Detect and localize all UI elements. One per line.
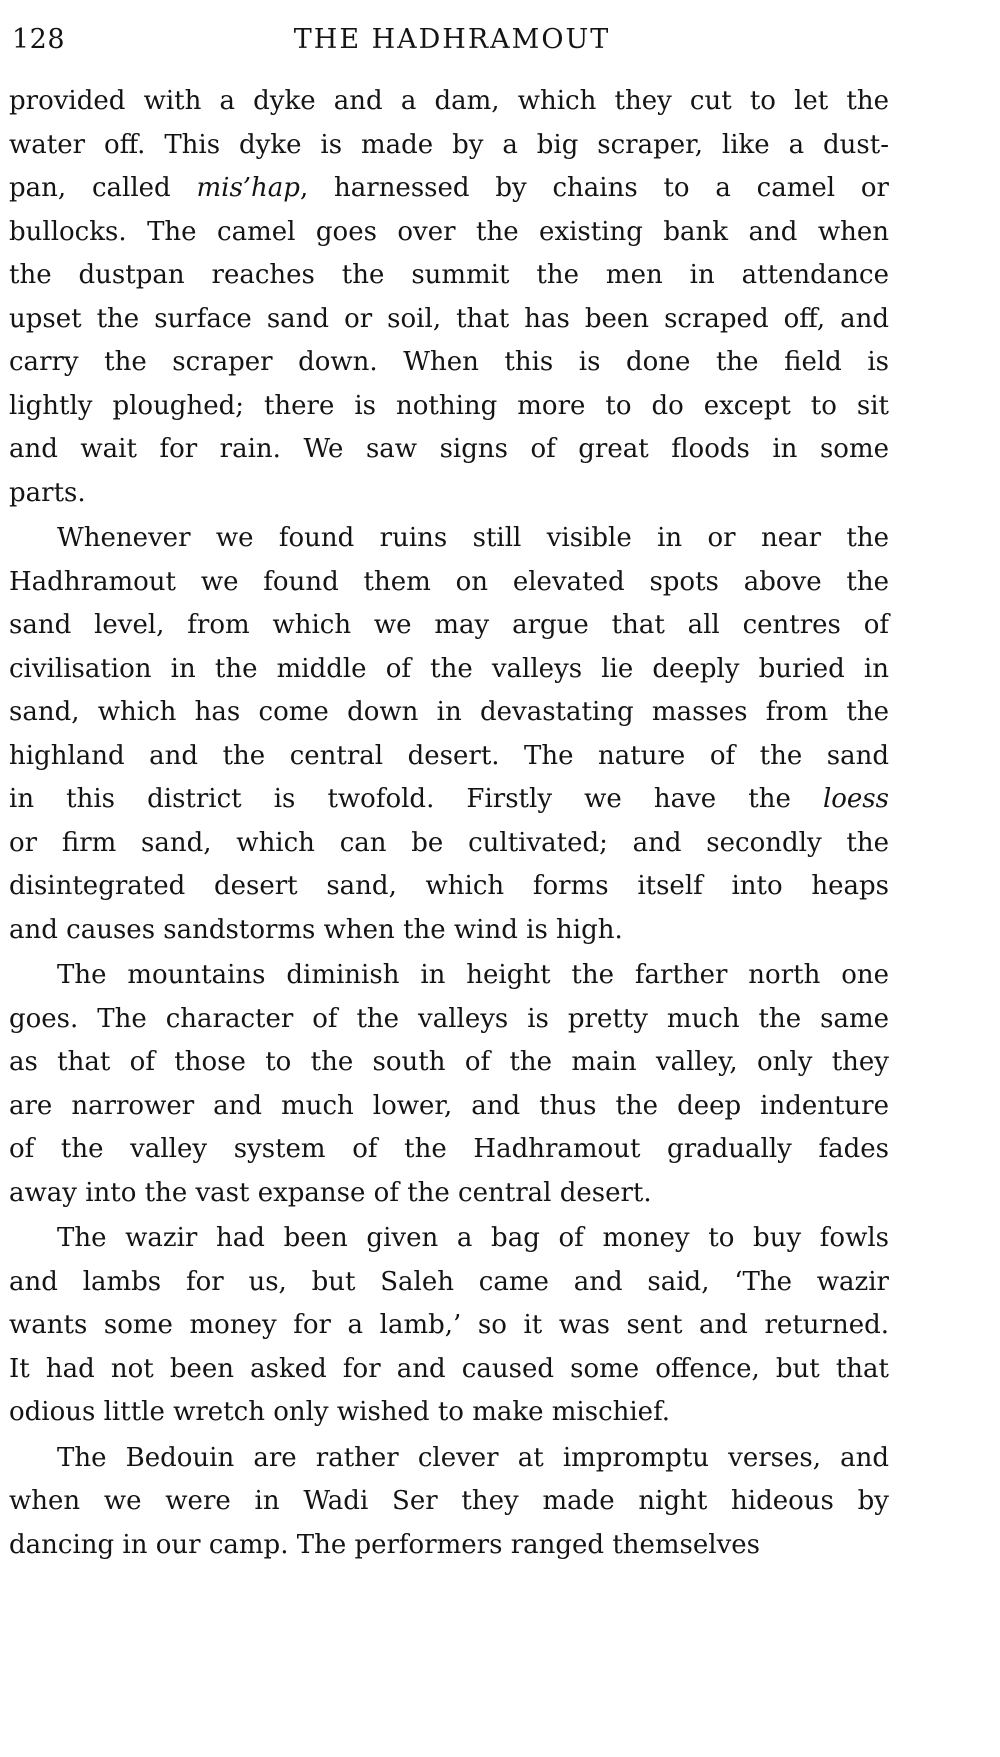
text-line: water off. This dyke is made by a big scraper, like a dust-: [9, 129, 889, 160]
text-line: The wazir had been given a bag of money to buy fowls: [57, 1223, 889, 1253]
text-line: odious little wretch only wished to make mischief.: [9, 1397, 671, 1427]
text-line: It had not been asked for and caused some offence, but that: [9, 1353, 889, 1384]
text-line: parts.: [9, 477, 86, 508]
text-line: highland and the central desert. The nature of the sand: [9, 740, 889, 771]
text-line: when we were in Wadi Ser they made night hideous by: [9, 1486, 889, 1516]
paragraph: [9, 517, 889, 952]
text-line: as that of those to the south of the main valley, only they: [9, 1047, 889, 1077]
page-header: [12, 22, 892, 58]
text-line: the dustpan reaches the summit the men in attendance: [9, 260, 889, 290]
text-line: disintegrated desert sand, which forms itself into heaps: [9, 871, 889, 901]
text-line: pan, called mis’hap, harnessed by chains to a camel or: [9, 173, 889, 203]
text-line: in this district is twofold. Firstly we have the loess: [9, 784, 889, 814]
text-line: Hadhramout we found them on elevated spots above the: [9, 566, 889, 597]
body-text: [9, 80, 889, 1567]
text-line: and lambs for us, but Saleh came and said, ‘The wazir: [9, 1266, 889, 1297]
text-line: and wait for rain. We saw signs of great floods in some: [9, 434, 889, 464]
paragraph: [9, 80, 889, 515]
paragraph: [9, 1437, 889, 1568]
running-head: THE HADHRAMOUT: [293, 24, 611, 55]
text-line: and causes sandstorms when the wind is high.: [9, 914, 623, 945]
text-line: bullocks. The camel goes over the existing bank and when: [9, 216, 889, 247]
text-line: carry the scraper down. When this is done the field is: [9, 347, 889, 377]
text-line: sand level, from which we may argue that all centres of: [9, 610, 889, 640]
text-line: lightly ploughed; there is nothing more to do except to sit: [9, 390, 889, 421]
text-line: or firm sand, which can be cultivated; and secondly the: [9, 827, 889, 858]
text-line: goes. The character of the valleys is pretty much the same: [9, 1003, 889, 1034]
page-number: 128: [12, 24, 66, 55]
text-line: of the valley system of the Hadhramout gradually fades: [9, 1134, 889, 1164]
text-line: sand, which has come down in devastating masses from the: [9, 697, 889, 727]
paragraph: [9, 954, 889, 1215]
text-line: away into the vast expanse of the central desert.: [9, 1177, 652, 1208]
text-line: The mountains diminish in height the farther north one: [57, 960, 889, 990]
paragraph: [9, 1217, 889, 1435]
text-line: The Bedouin are rather clever at impromptu verses, and: [57, 1442, 889, 1473]
text-line: provided with a dyke and a dam, which they cut to let the: [9, 86, 889, 116]
text-line: civilisation in the middle of the valleys lie deeply buried in: [9, 653, 889, 684]
text-line: upset the surface sand or soil, that has been scraped off, and: [9, 303, 889, 334]
text-line: dancing in our camp. The performers ranged themselves: [9, 1529, 761, 1560]
text-line: Whenever we found ruins still visible in or near the: [57, 523, 889, 553]
text-line: are narrower and much lower, and thus the deep indenture: [9, 1090, 889, 1121]
text-line: wants some money for a lamb,’ so it was sent and returned.: [9, 1310, 889, 1340]
